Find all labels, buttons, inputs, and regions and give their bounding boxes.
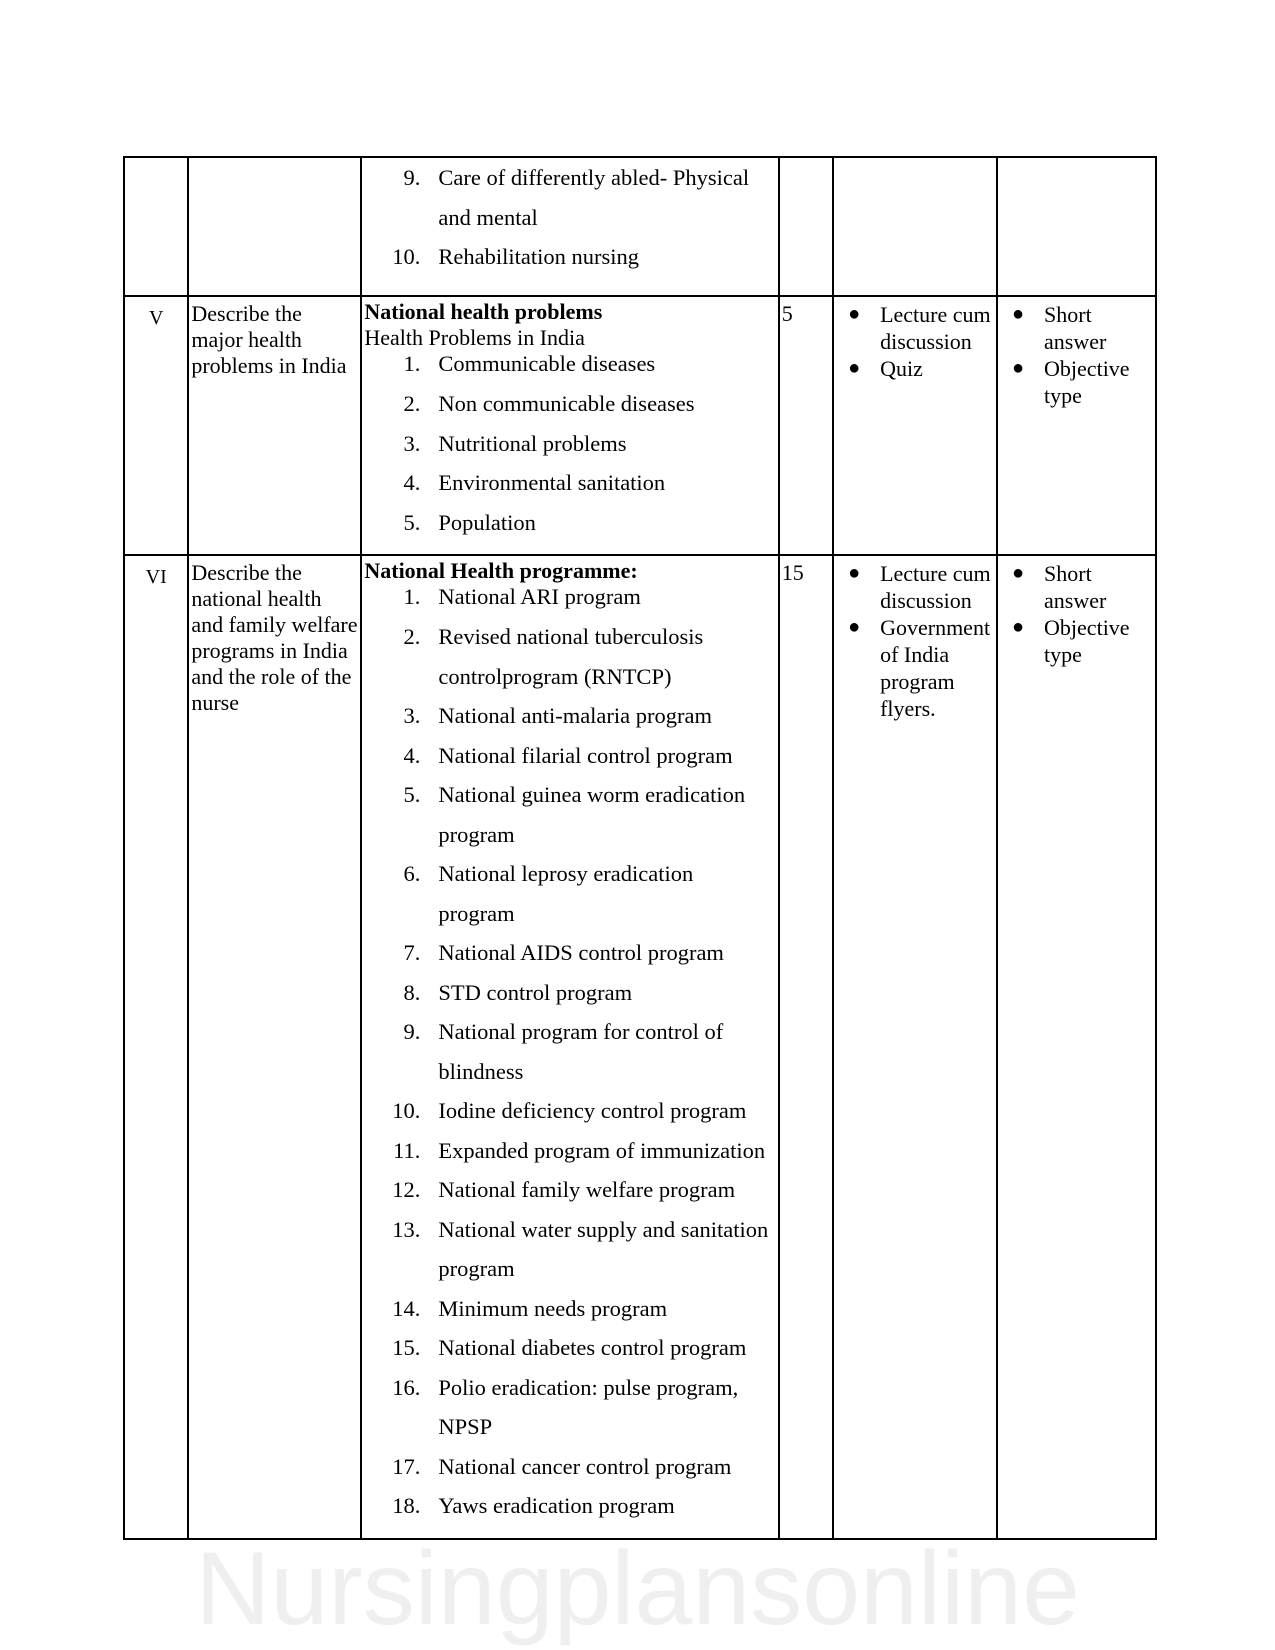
table-row: [124, 555, 1156, 1539]
list-item: NPSP: [438, 1414, 493, 1439]
list-item: 2. Revised national tuberculosis: [403, 624, 704, 649]
list-item: 15. National diabetes control program: [392, 1335, 747, 1360]
list-item: ● Lecture cum discussion: [848, 302, 991, 354]
content-subtitle: Health Problems in India: [364, 325, 585, 350]
list-item: 9. National program for control of: [403, 1019, 724, 1044]
list-item: ● Government of India program flyers.: [848, 615, 991, 721]
list-item: 8. STD control program: [403, 979, 633, 1005]
list-item: ● Short answer: [1012, 302, 1107, 354]
list-item: 2. Non communicable diseases: [403, 391, 695, 416]
list-item: 17. National cancer control program: [392, 1453, 732, 1479]
list-item: 3. National anti-malaria program: [403, 703, 712, 728]
list-item: 10. Rehabilitation nursing: [392, 244, 639, 269]
content-cell: [361, 296, 778, 555]
list-item: 4. National filarial control program: [403, 742, 733, 768]
bullet-icon: ●: [1012, 616, 1025, 638]
hours-cell: 5: [779, 296, 833, 555]
list-item: 4. Environmental sanitation: [403, 470, 666, 495]
bullet-icon: ●: [848, 562, 861, 584]
list-item: 16. Polio eradication: pulse program,: [392, 1374, 739, 1400]
objective-cell: Describe the major health problems in India: [188, 296, 361, 555]
hours-cell: 15: [779, 555, 833, 1539]
methods-cell: [833, 555, 997, 1539]
evaluation-cell: [997, 555, 1156, 1539]
list-item: 6. National leprosy eradication: [403, 861, 694, 886]
list-item: 5. National guinea worm eradication: [403, 782, 746, 807]
list-item: ● Short answer: [1012, 561, 1107, 613]
list-item: program: [438, 821, 515, 847]
evaluation-cell: [997, 157, 1156, 296]
list-item: ● Objective type: [1012, 615, 1130, 667]
bullet-icon: ●: [848, 303, 861, 325]
evaluation-cell: [997, 296, 1156, 555]
list-item: program: [438, 900, 515, 926]
table-row: [124, 157, 1156, 296]
hours-cell: [779, 157, 833, 296]
bullet-icon: ●: [1012, 562, 1025, 584]
list-item: 5. Population: [403, 509, 536, 535]
list-item: 13. National water supply and sanitation: [392, 1216, 769, 1242]
syllabus-table: [123, 156, 1157, 1540]
content-title: National Health programme:: [364, 558, 638, 583]
objective-cell: [188, 157, 361, 296]
content-cell: [361, 555, 778, 1539]
bullet-icon: ●: [1012, 303, 1025, 325]
content-cell: [361, 157, 778, 296]
objective-cell: Describe the national health and family welfare programs in India and the role of the nurse: [188, 555, 361, 1539]
watermark: Nursingplansonline: [195, 1531, 1080, 1647]
table-row: [124, 296, 1156, 555]
bullet-icon: ●: [1012, 357, 1025, 379]
unit-cell: [124, 157, 188, 296]
list-item: ● Quiz: [848, 356, 923, 381]
list-item: 9. Care of differently abled- Physical: [403, 165, 750, 190]
list-item: controlprogram (RNTCP): [438, 663, 672, 689]
list-item: ● Objective type: [1012, 356, 1130, 408]
list-item: 7. National AIDS control program: [403, 940, 724, 965]
methods-cell: [833, 296, 997, 555]
list-item: blindness: [438, 1058, 524, 1084]
content-title: National health problems: [364, 299, 603, 324]
list-item: 3. Nutritional problems: [403, 430, 627, 456]
bullet-icon: ●: [848, 357, 861, 379]
unit-cell: VI: [124, 555, 188, 1539]
list-item: 12. National family welfare program: [392, 1177, 736, 1202]
methods-cell: [833, 157, 997, 296]
list-item: program: [438, 1256, 515, 1281]
list-item: ● Lecture cum discussion: [848, 561, 991, 613]
list-item: 18. Yaws eradication program: [392, 1493, 675, 1518]
unit-cell: V: [124, 296, 188, 555]
list-item: 14. Minimum needs program: [392, 1295, 668, 1321]
list-item: 11. Expanded program of immunization: [393, 1137, 766, 1163]
bullet-icon: ●: [848, 616, 861, 638]
list-item: and mental: [438, 204, 538, 230]
list-item: 1. National ARI program: [403, 584, 641, 609]
list-item: 1. Communicable diseases: [403, 351, 656, 376]
list-item: 10. Iodine deficiency control program: [392, 1098, 747, 1123]
